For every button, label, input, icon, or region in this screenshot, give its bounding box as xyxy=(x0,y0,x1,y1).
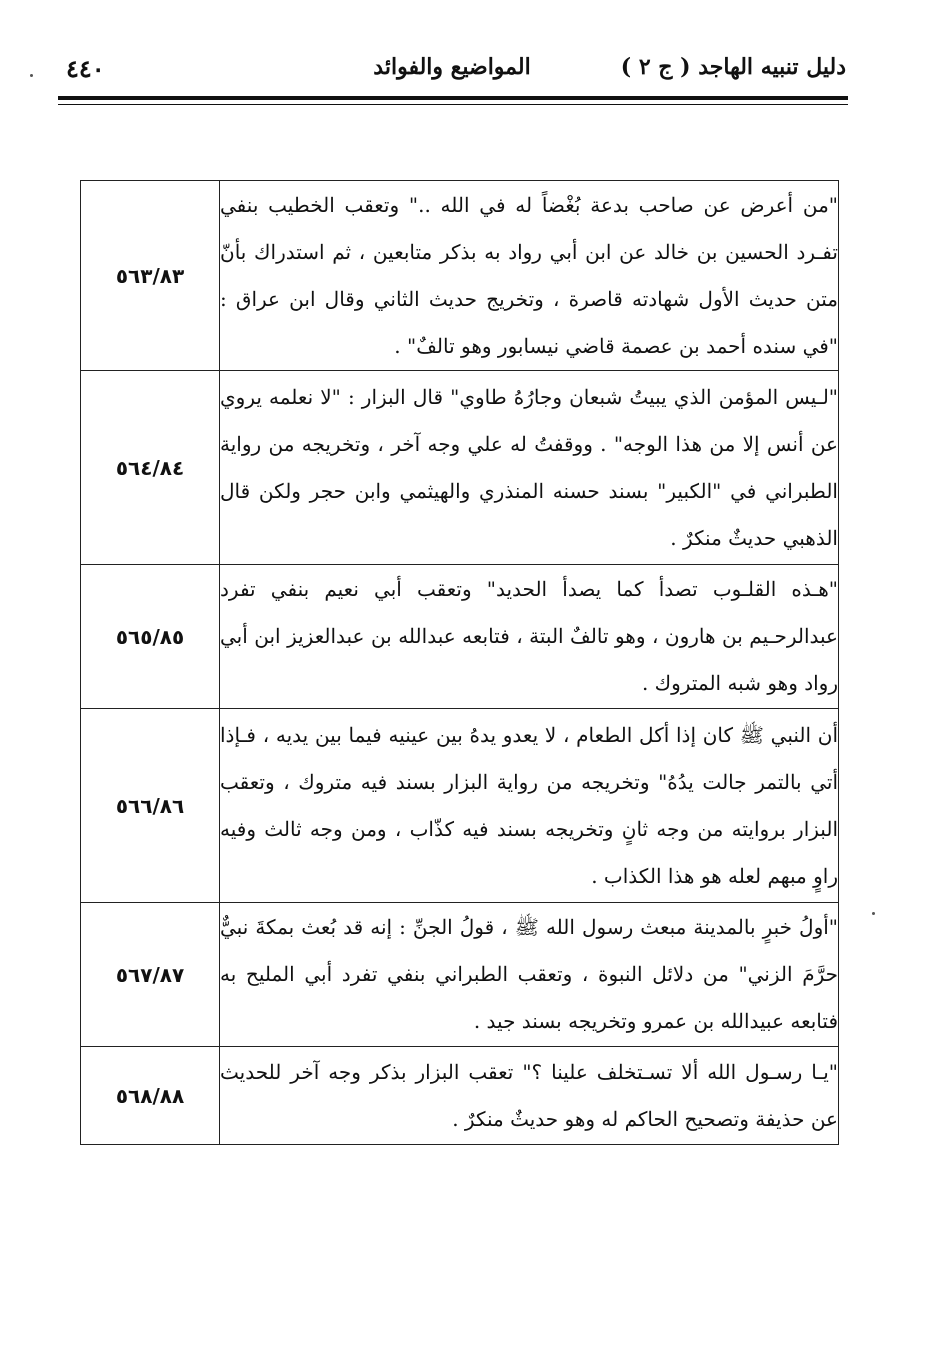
entries-table xyxy=(80,180,839,1145)
table-row xyxy=(81,181,839,371)
entry-number: ٥٦٥/٨٥ xyxy=(81,565,220,709)
entry-text: "لـيس المؤمن الذي يبيتُ شبعان وجارُهُ طاوي" قال البزار : "لا نعلمه يروي عن أنس إلا من هذا الوجه" . ووقفتُ له علي وجه آخر ، وتخريجه من رواية الطبراني في "الكبير" بسند حسنه المنذري والهيثمي وابن حجر ولكن قال الذهبي حديثٌ منكرٌ . xyxy=(220,371,839,565)
entry-text: "هـذه القلـوب تصدأ كما يصدأ الحديد" وتعقب أبي نعيم بنفي تفرد عبدالرحـيم بن هارون ، وهو تالفٌ البتة ، فتابعه عبدالله بن عبدالعزيز ابن أبي رواد وهو شبه المتروك . xyxy=(220,565,839,709)
header-rule-thin xyxy=(58,104,848,105)
entry-number: ٥٦٦/٨٦ xyxy=(81,709,220,903)
section-title: المواضيع والفوائد xyxy=(373,54,531,80)
table-row xyxy=(81,903,839,1047)
entry-number: ٥٦٤/٨٤ xyxy=(81,371,220,565)
table-row xyxy=(81,371,839,565)
table-row xyxy=(81,1047,839,1145)
entry-number: ٥٦٧/٨٧ xyxy=(81,903,220,1047)
entry-text: "أولُ خبرٍ بالمدينة مبعث رسول الله ﷺ ، قولُ الجنِّ : إنه قد بُعث بمكةَ نبيٌّ حرَّمَ الزني" من دلائل النبوة ، وتعقب الطبراني بنفي تفرد أبي المليح به فتابعه عبيدالله بن عمرو وتخريجه بسند جيد . xyxy=(220,903,839,1047)
entry-text: "يـا رسـول الله ألا تسـتخلف علينا ؟" تعقب البزار بذكر وجه آخر للحديث عن حذيفة وتصحيح الحاكم له وهو حديثٌ منكرٌ . xyxy=(220,1047,839,1145)
entry-text: "من أعرض عن صاحب بدعة بُغْضاً له في الله .." وتعقب الخطيب بنفي تفـرد الحسين بن خالد عن ابن أبي رواد به بذكر متابعين ، ثم استدراك بأنّ متن حديث الأول شهادته قاصرة ، وتخريج حديث الثاني وقال ابن عراق : "في سنده أحمد بن عصمة قاضي نيسابور وهو تالفٌ" . xyxy=(220,181,839,371)
entry-number: ٥٦٣/٨٣ xyxy=(81,181,220,371)
page-number: ٤٤٠ xyxy=(66,54,105,83)
header-rule xyxy=(58,96,848,100)
book-title: دليل تنبيه الهاجد ( ج ٢ ) xyxy=(620,54,846,80)
entry-text: أن النبي ﷺ كان إذا أكل الطعام ، لا يعدو يدهُ بين عينيه فيما بين يديه ، فـإذا أتي بالتمر جالت يدُهُ" وتخريجه من رواية البزار بسند فيه متروك ، وتعقب البزار بروايته من وجه ثانٍ وتخريجه بسند فيه كذّاب ، ومن وجه ثالث وفيه راوٍ مبهم لعله هو هذا الكذاب . xyxy=(220,709,839,903)
scan-speck xyxy=(30,74,33,77)
table-row xyxy=(81,565,839,709)
scan-speck xyxy=(872,912,875,915)
page-header xyxy=(58,54,846,90)
entry-number: ٥٦٨/٨٨ xyxy=(81,1047,220,1145)
table-row xyxy=(81,709,839,903)
